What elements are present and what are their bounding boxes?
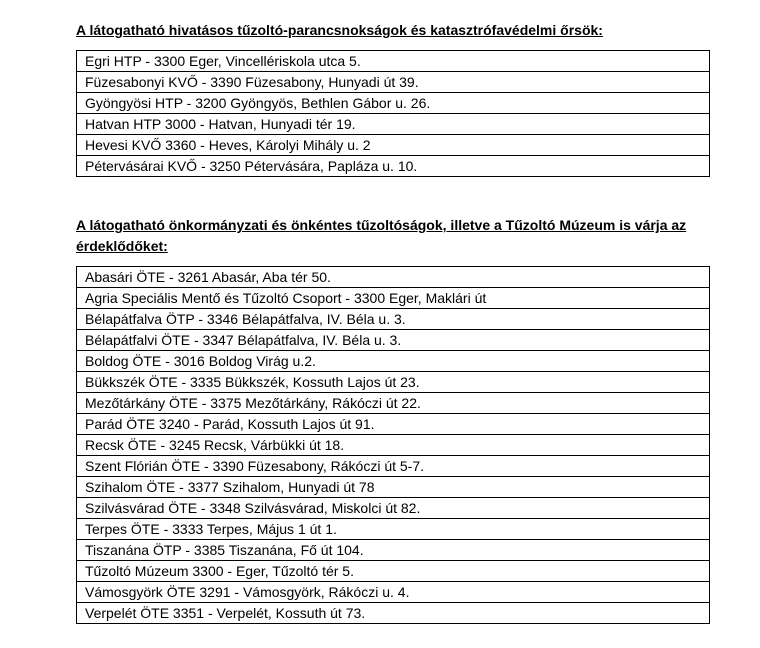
station-cell: Agria Speciális Mentő és Tűzoltó Csoport - 3300 Eger, Maklári út <box>77 288 710 309</box>
professional-stations-table <box>76 50 710 177</box>
station-cell: Vámosgyörk ÖTE 3291 - Vámosgyörk, Rákóczi u. 4. <box>77 582 710 603</box>
table-row <box>77 603 710 624</box>
station-cell: Hevesi KVŐ 3360 - Heves, Károlyi Mihály u. 2 <box>77 135 710 156</box>
table-row <box>77 414 710 435</box>
volunteer-stations-table <box>76 266 710 624</box>
table-row <box>77 540 710 561</box>
table-row <box>77 561 710 582</box>
station-cell: Szent Flórián ÖTE - 3390 Füzesabony, Rákóczi út 5-7. <box>77 456 710 477</box>
table-row <box>77 267 710 288</box>
table-row <box>77 477 710 498</box>
section-heading-professional: A látogatható hivatásos tűzoltó-parancsnokságok és katasztrófavédelmi őrsök: <box>76 22 603 38</box>
table-row <box>77 435 710 456</box>
station-cell: Parád ÖTE 3240 - Parád, Kossuth Lajos út 91. <box>77 414 710 435</box>
station-cell: Szilvásvárad ÖTE - 3348 Szilvásvárad, Miskolci út 82. <box>77 498 710 519</box>
section-heading-volunteer: A látogatható önkormányzati és önkéntes tűzoltóságok, illetve a Tűzoltó Múzeum is várja az érdeklődőket: <box>76 217 687 254</box>
table-row <box>77 309 710 330</box>
table-row <box>77 288 710 309</box>
table-row <box>77 582 710 603</box>
table-row <box>77 372 710 393</box>
station-cell: Terpes ÖTE - 3333 Terpes, Május 1 út 1. <box>77 519 710 540</box>
station-cell: Mezőtárkány ÖTE - 3375 Mezőtárkány, Rákóczi út 22. <box>77 393 710 414</box>
table-row <box>77 519 710 540</box>
station-cell: Recsk ÖTE - 3245 Recsk, Várbükki út 18. <box>77 435 710 456</box>
station-cell: Szihalom ÖTE - 3377 Szihalom, Hunyadi út 78 <box>77 477 710 498</box>
station-cell: Bélapátfalvi ÖTE - 3347 Bélapátfalva, IV. Béla u. 3. <box>77 330 710 351</box>
station-cell: Bükkszék ÖTE - 3335 Bükkszék, Kossuth Lajos út 23. <box>77 372 710 393</box>
table-row <box>77 51 710 72</box>
station-cell: Bélapátfalva ÖTP - 3346 Bélapátfalva, IV. Béla u. 3. <box>77 309 710 330</box>
table-row <box>77 498 710 519</box>
table-row <box>77 93 710 114</box>
station-cell: Boldog ÖTE - 3016 Boldog Virág u.2. <box>77 351 710 372</box>
station-cell: Tűzoltó Múzeum 3300 - Eger, Tűzoltó tér 5. <box>77 561 710 582</box>
table-row <box>77 135 710 156</box>
table-row <box>77 156 710 177</box>
station-cell: Tiszanána ÖTP - 3385 Tiszanána, Fő út 104. <box>77 540 710 561</box>
table-row <box>77 330 710 351</box>
table-row <box>77 393 710 414</box>
station-cell: Füzesabonyi KVŐ - 3390 Füzesabony, Hunyadi út 39. <box>77 72 710 93</box>
station-cell: Gyöngyösi HTP - 3200 Gyöngyös, Bethlen Gábor u. 26. <box>77 93 710 114</box>
station-cell: Egri HTP - 3300 Eger, Vincellériskola utca 5. <box>77 51 710 72</box>
station-cell: Abasári ÖTE - 3261 Abasár, Aba tér 50. <box>77 267 710 288</box>
station-cell: Verpelét ÖTE 3351 - Verpelét, Kossuth út 73. <box>77 603 710 624</box>
table-row <box>77 456 710 477</box>
station-cell: Pétervásárai KVŐ - 3250 Pétervására, Papláza u. 10. <box>77 156 710 177</box>
station-cell: Hatvan HTP 3000 - Hatvan, Hunyadi tér 19. <box>77 114 710 135</box>
table-row <box>77 351 710 372</box>
table-row <box>77 114 710 135</box>
table-row <box>77 72 710 93</box>
